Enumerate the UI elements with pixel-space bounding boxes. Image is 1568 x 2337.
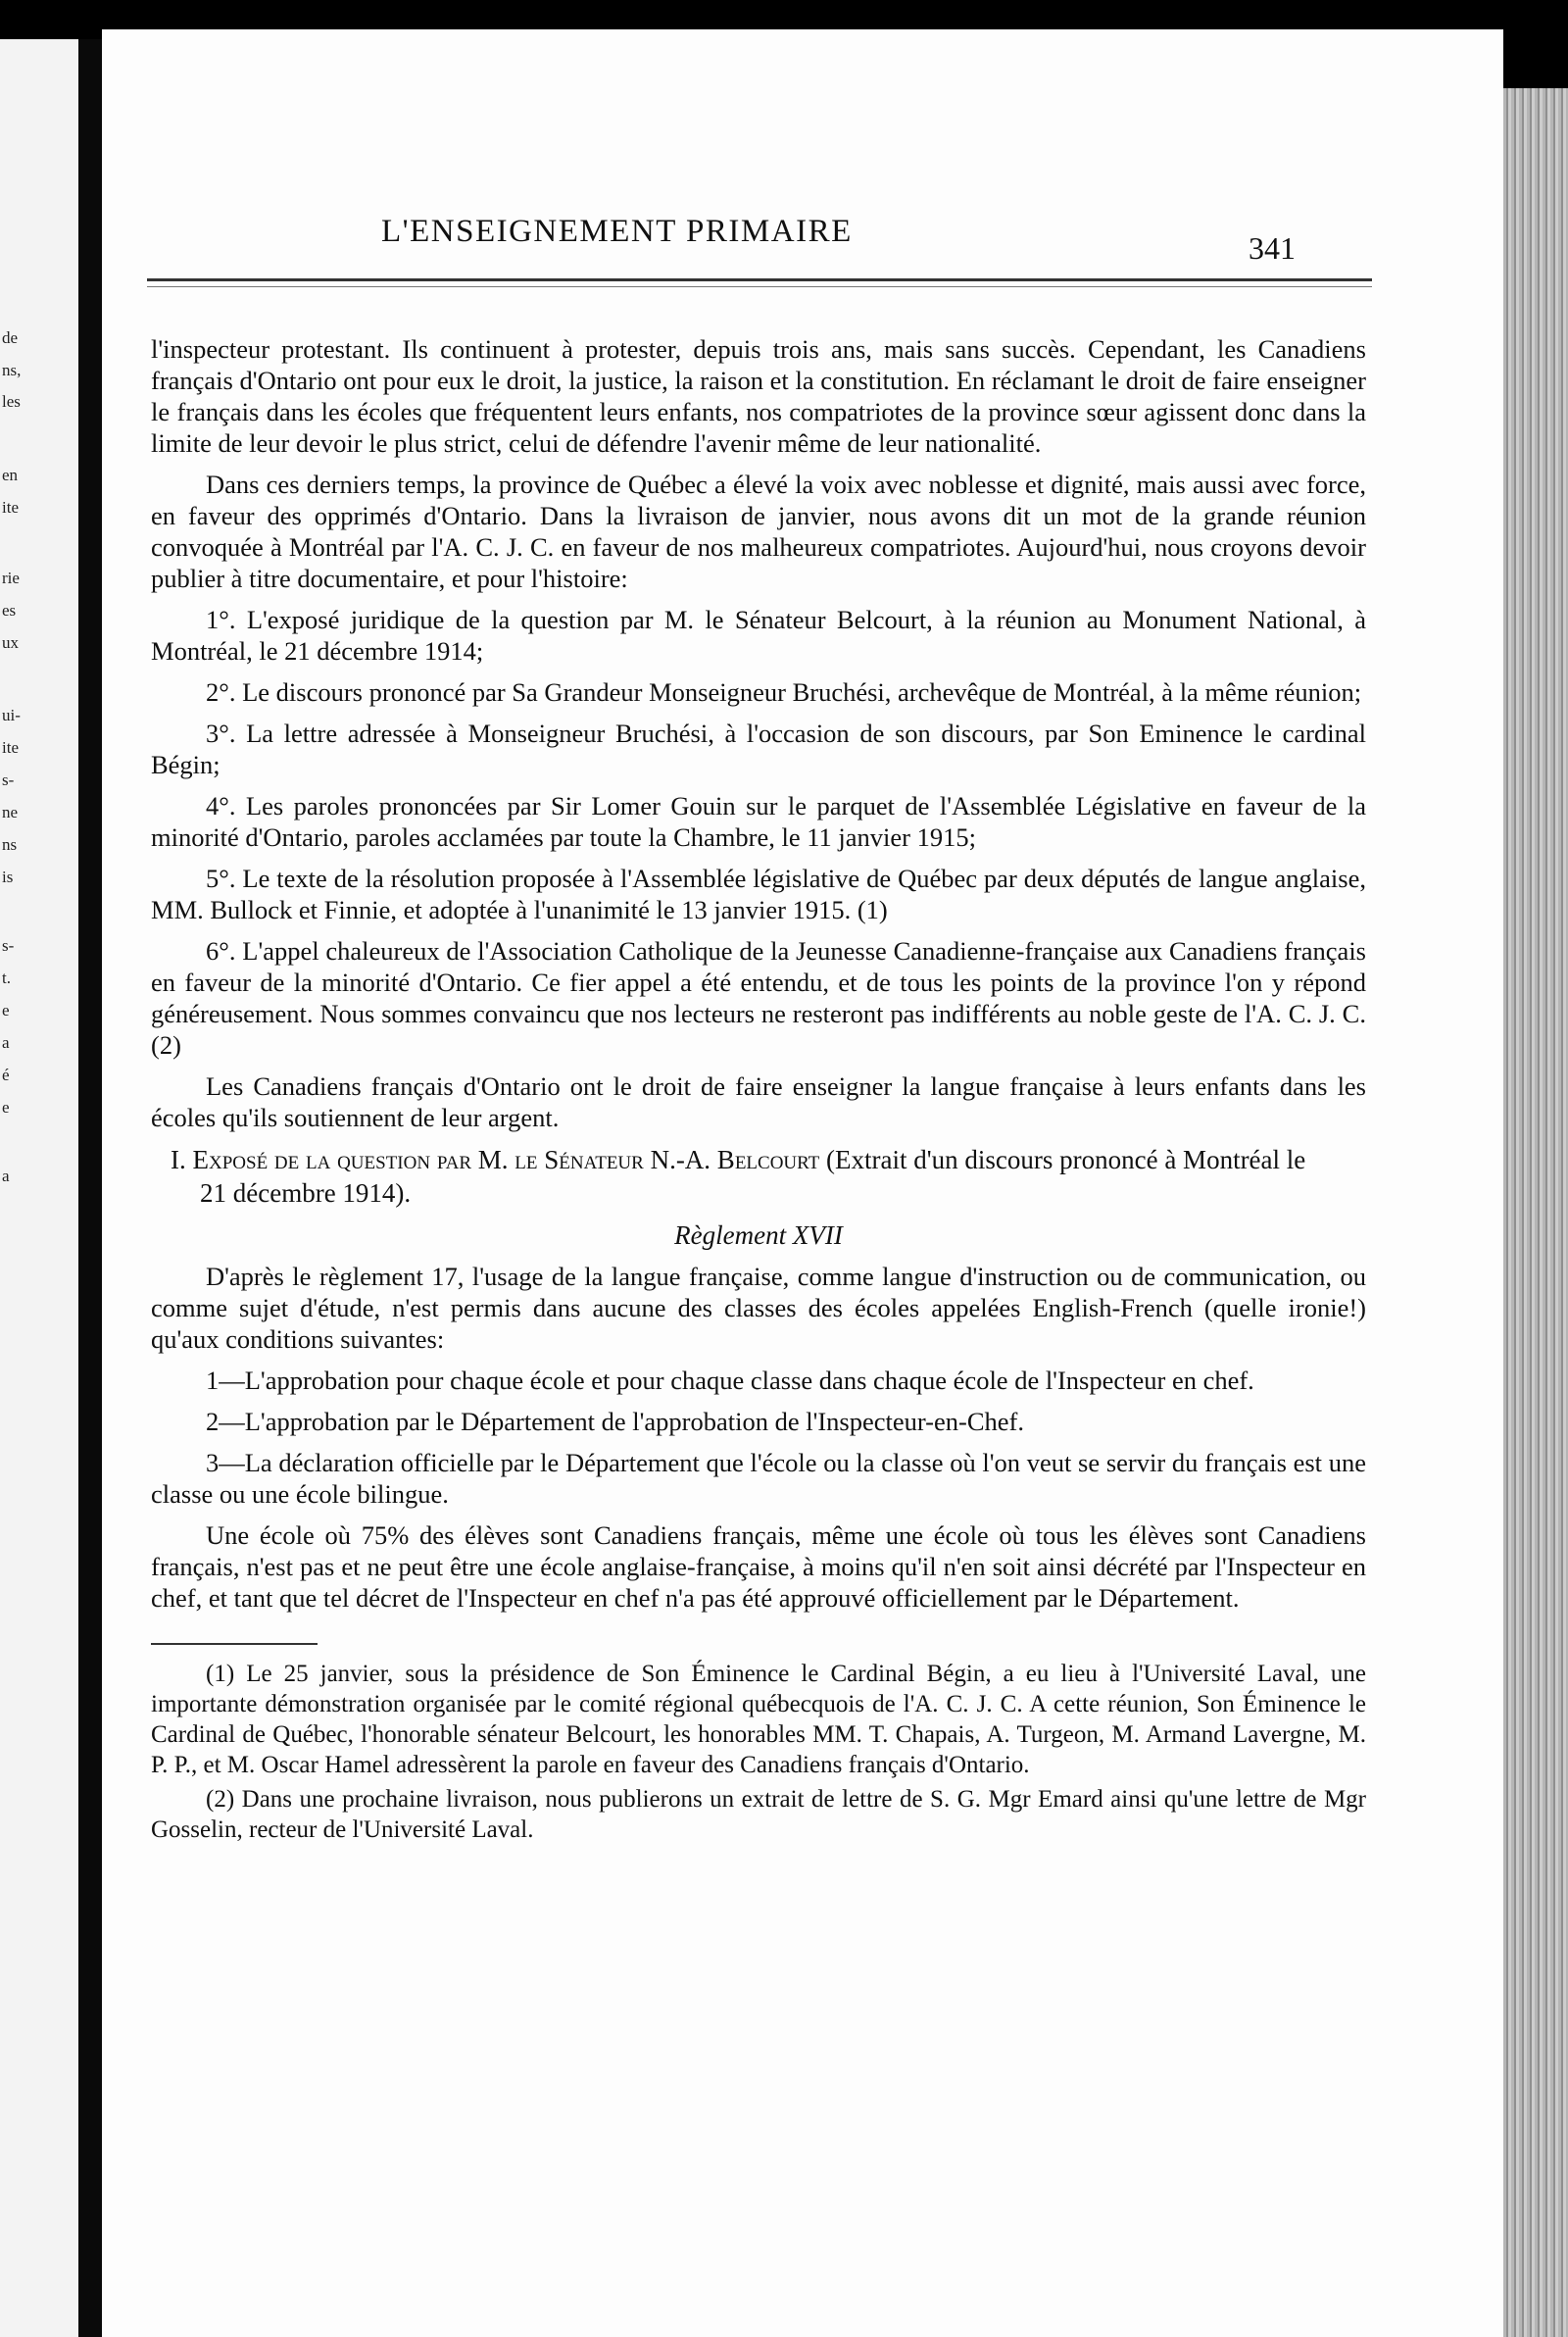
section-heading-rest: (Extrait d'un discours prononcé à Montréal le 21 décembre 1914). (200, 1145, 1306, 1208)
facing-page-fragment: es (2, 601, 17, 620)
facing-page-fragment: é (2, 1066, 10, 1084)
list-item: 1°. L'exposé juridique de la question par M. le Sénateur Belcourt, à la réunion au Monument National, à Montréal, le 21 décembre 1914; (151, 605, 1366, 666)
running-title: L'ENSEIGNEMENT PRIMAIRE (381, 214, 853, 249)
facing-page-fragment: e (2, 1001, 10, 1019)
facing-page-fragment: ns, (2, 361, 22, 379)
section-number: I. (171, 1145, 186, 1174)
page-body (151, 333, 1366, 1849)
book-gutter (78, 39, 102, 2337)
list-item: 3°. La lettre adressée à Monseigneur Bruchési, à l'occasion de son discours, par Son Eminence le cardinal Bégin; (151, 719, 1366, 779)
facing-page-fragment: les (2, 392, 21, 411)
facing-page-fragment: t. (2, 969, 11, 987)
condition-item: 1—L'approbation pour chaque école et pour chaque classe dans chaque école de l'Inspecteur en chef. (206, 1366, 1254, 1395)
facing-page-margin (0, 39, 78, 2337)
facing-page-fragment: de (2, 328, 19, 347)
facing-page-fragment: en (2, 466, 19, 484)
page-number: 341 (1249, 230, 1296, 266)
list-item: 6°. L'appel chaleureux de l'Association Catholique de la Jeunesse Canadienne-française aux Canadiens français en faveur de la minorité d'Ontario. Ce fier appel a été entendu, et de tous les points de la province l'on y répond généreusement. Nous sommes convaincu que nos lecteurs ne resteront pas indifférents au noble geste de l'A. C. J. C. (2) (151, 936, 1366, 1060)
facing-page-fragment: rie (2, 569, 20, 587)
facing-page-fragment: s- (2, 936, 15, 955)
header-rule-thin (147, 286, 1372, 287)
facing-page-fragment: ns (2, 835, 18, 854)
page-edges (1503, 88, 1568, 2337)
condition-item: 2—L'approbation par le Département de l'approbation de l'Inspecteur-en-Chef. (206, 1407, 1024, 1436)
footnotes (151, 1659, 1366, 1845)
condition-item: 3—La déclaration officielle par le Département que l'école ou la classe où l'on veut se servir du français est une classe ou une école bilingue. (151, 1448, 1366, 1509)
section-paragraph: D'après le règlement 17, l'usage de la langue française, comme langue d'instruction ou de communication, ou comme sujet d'étude, n'est permis dans aucune des classes des écoles appelées English-French (quelle ironie!) qu'aux conditions suivantes: (151, 1262, 1366, 1354)
closing-paragraph: Les Canadiens français d'Ontario ont le droit de faire enseigner la langue française à leurs enfants dans les écoles qu'ils soutiennent de leur argent. (151, 1071, 1366, 1132)
section-subheading: Règlement XVII (674, 1220, 843, 1250)
book-page (102, 29, 1503, 2337)
facing-page-fragment: ite (2, 498, 19, 517)
list-item: 5°. Le texte de la résolution proposée à l'Assemblée législative de Québec par deux députés de langue anglaise, MM. Bullock et Finnie, et adoptée à l'unanimité le 13 janvier 1915. (1) (151, 864, 1366, 924)
facing-page-fragment: e (2, 1098, 10, 1117)
facing-page-fragment: ite (2, 738, 19, 757)
facing-page-fragment: ne (2, 803, 19, 821)
facing-page-fragment: ui- (2, 706, 21, 724)
footnote-rule (151, 1643, 318, 1645)
footnote: (1) Le 25 janvier, sous la présidence de Son Éminence le Cardinal Bégin, a eu lieu à l'Université Laval, une importante démonstration organisée par le comité régional québecquois de l'A. C. J. C. A cette réunion, Son Éminence le Cardinal de Québec, l'honorable sénateur Belcourt, les honorables MM. T. Chapais, A. Turgeon, M. Armand Lavergne, M. P. P., et M. Oscar Hamel adressèrent la parole en faveur des Canadiens français d'Ontario. (151, 1661, 1366, 1778)
facing-page-fragment: is (2, 868, 14, 886)
footnote: (2) Dans une prochaine livraison, nous publierons un extrait de lettre de S. G. Mgr Emard ainsi qu'une lettre de Mgr Gosselin, recteur de l'Université Laval. (151, 1786, 1366, 1843)
paragraph: l'inspecteur protestant. Ils continuent à protester, depuis trois ans, mais sans succès. Cependant, les Canadiens français d'Ontario ont pour eux le droit, la justice, la raison et la constitution. En réclamant le droit de faire enseigner le français dans les écoles que fréquentent leurs enfants, nos compatriotes de la province sœur agissent donc dans la limite de leur devoir le plus strict, celui de défendre l'avenir même de leur nationalité. (151, 334, 1366, 458)
section-paragraph: Une école où 75% des élèves sont Canadiens français, même une école où tous les élèves sont Canadiens français, n'est pas et ne peut être une école anglaise-française, à moins qu'il n'en soit ainsi décrété par l'Inspecteur en chef, et tant que tel décret de l'Inspecteur en chef n'a pas été approuvé officiellement par le Département. (151, 1520, 1366, 1613)
list-item: 2°. Le discours prononcé par Sa Grandeur Monseigneur Bruchési, archevêque de Montréal, à la même réunion; (206, 677, 1362, 707)
list-item: 4°. Les paroles prononcées par Sir Lomer Gouin sur le parquet de l'Assemblée Législative en faveur de la minorité d'Ontario, paroles acclamées par toute la Chambre, le 11 janvier 1915; (151, 791, 1366, 852)
section-heading-caps: Exposé de la question par M. le Sénateur N.-A. Belcourt (192, 1145, 820, 1174)
facing-page-fragment: a (2, 1167, 10, 1185)
facing-page-fragment: ux (2, 633, 19, 652)
paragraph: Dans ces derniers temps, la province de Québec a élevé la voix avec noblesse et dignité, mais aussi avec force, en faveur des opprimés d'Ontario. Dans la livraison de janvier, nous avons dit un mot de la grande réunion convoquée à Montréal par l'A. C. J. C. en faveur de nos malheureux compatriotes. Aujourd'hui, nous croyons devoir publier à titre documentaire, et pour l'histoire: (151, 470, 1366, 593)
facing-page-fragment: s- (2, 771, 15, 789)
facing-page-fragment: a (2, 1033, 10, 1052)
section-heading (151, 1143, 1366, 1210)
header-rule (147, 278, 1372, 281)
